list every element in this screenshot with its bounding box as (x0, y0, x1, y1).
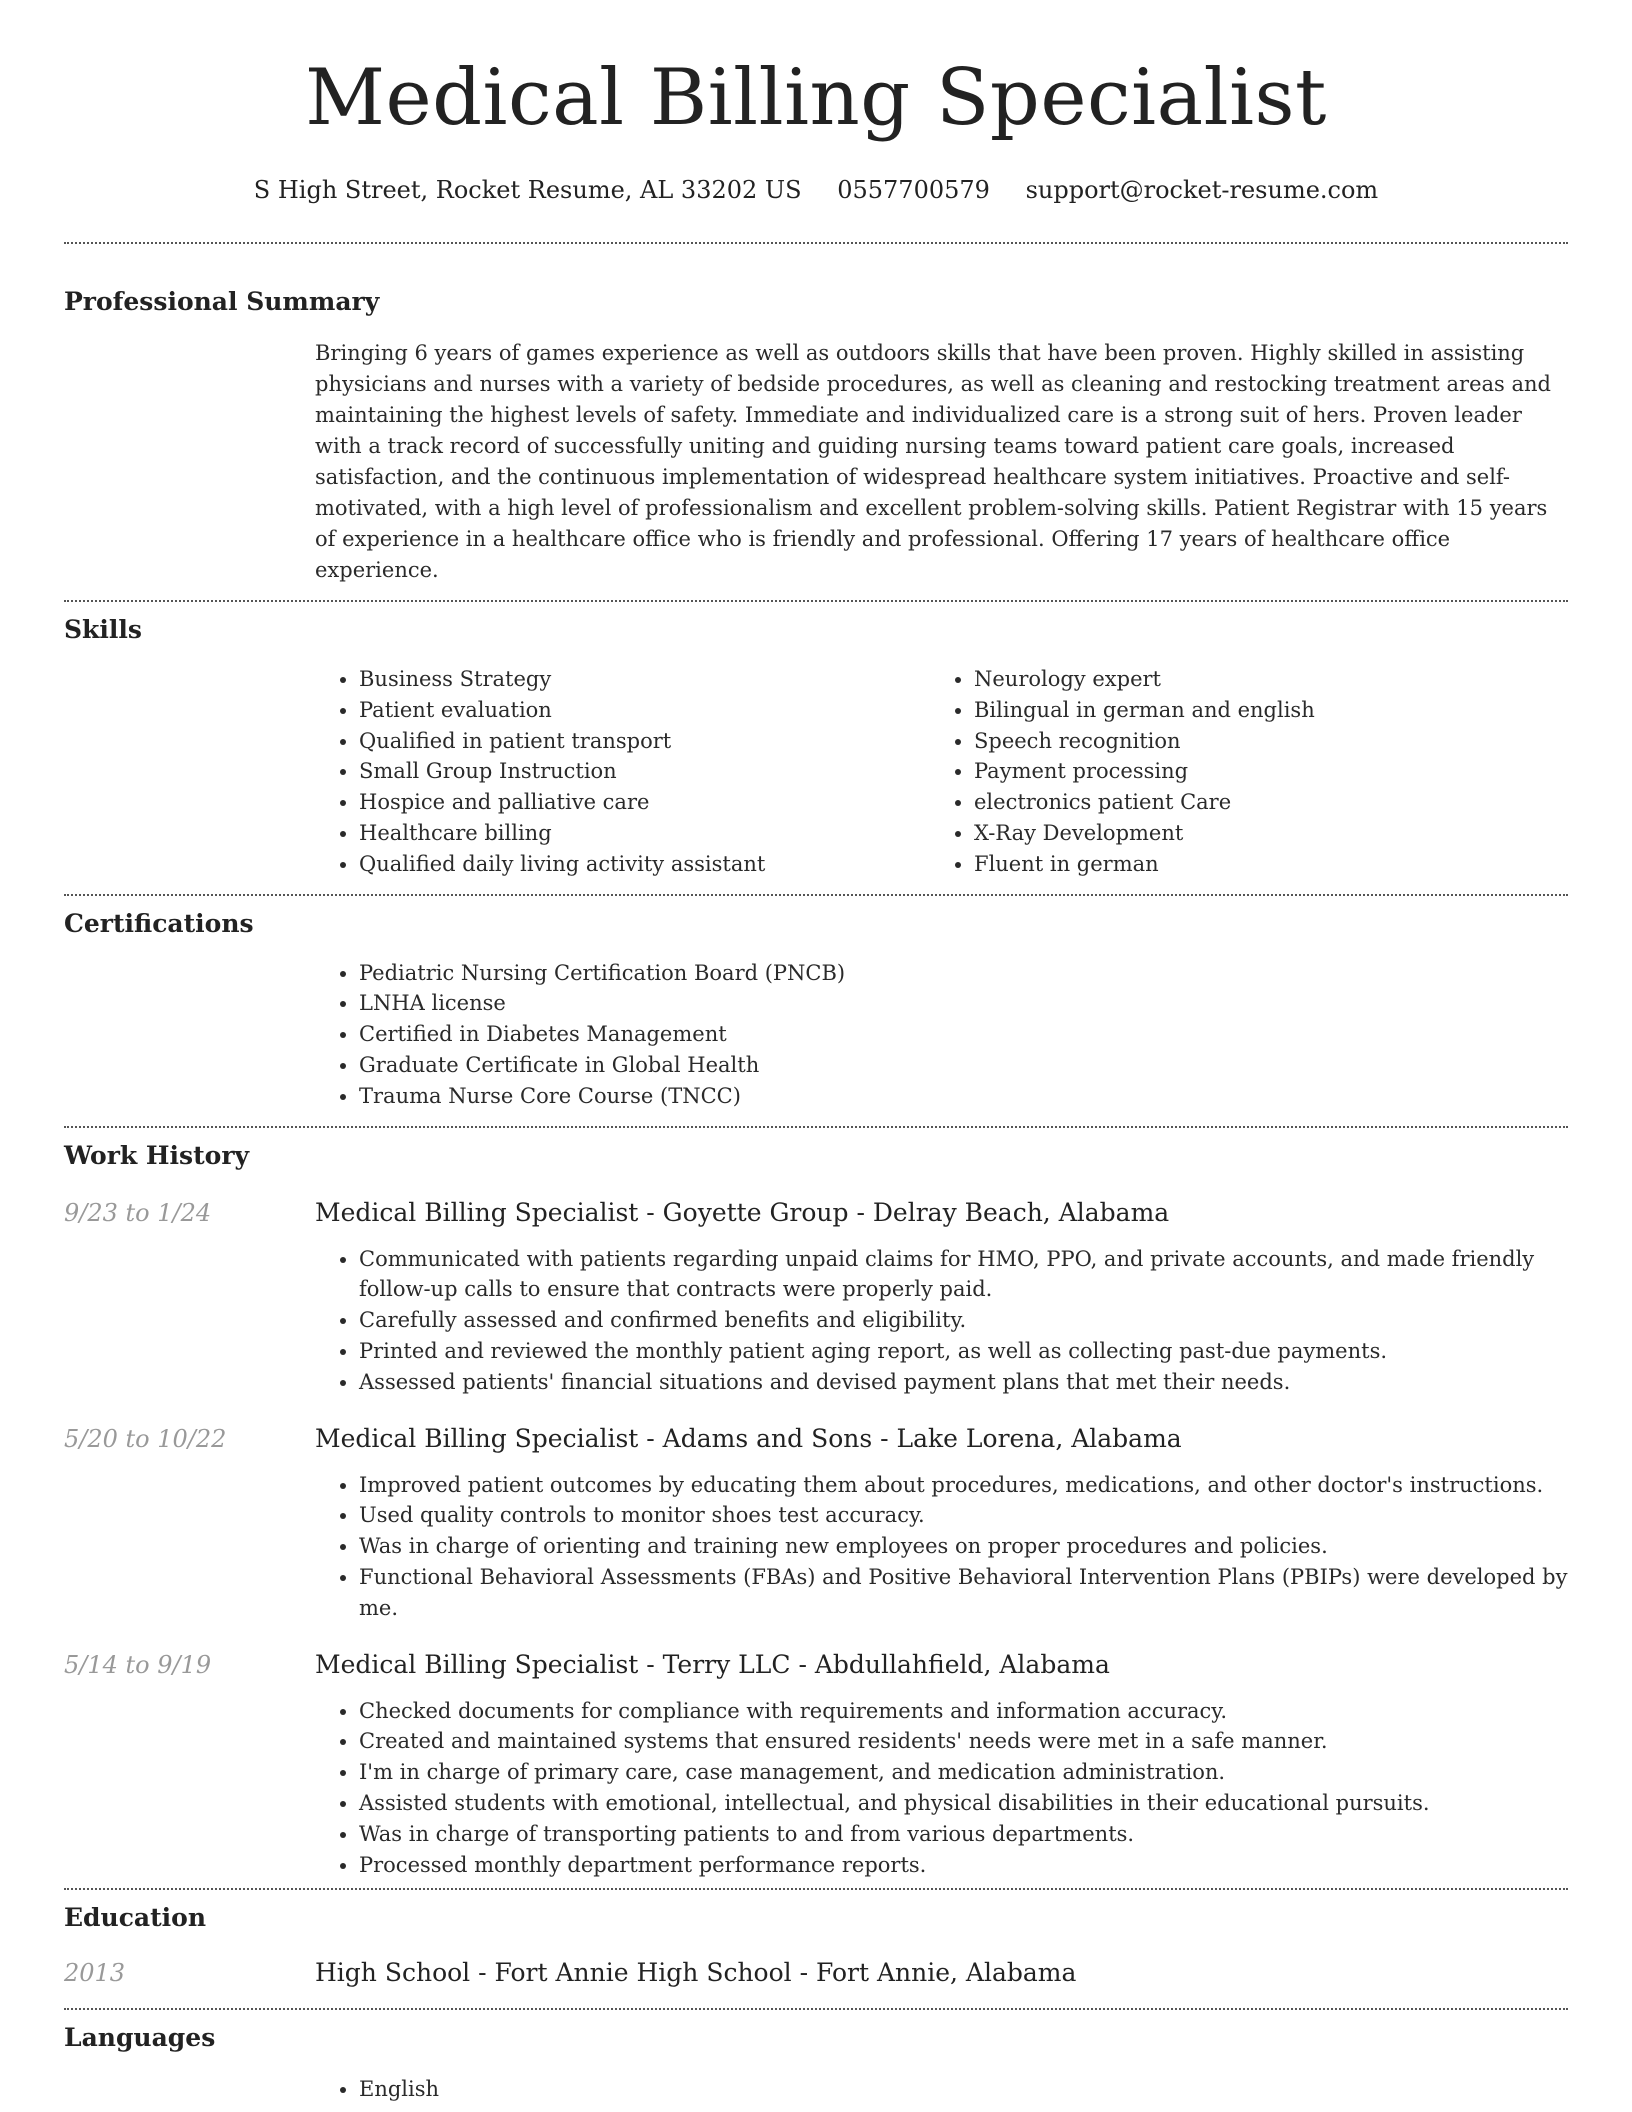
job-bullet: • I'm in charge of primary care, case management, and medication administration. (359, 1757, 1568, 1788)
section-work-history (64, 1128, 1568, 1889)
skills-list (315, 664, 1568, 880)
job-bullet: • Communicated with patients regarding unpaid claims for HMO, PPO, and private accounts, and made friendly follow-up calls to ensure that contracts were properly paid. (359, 1244, 1568, 1306)
contact-line (64, 174, 1568, 206)
certification-item: • LNHA license (359, 988, 1568, 1019)
section-title-certifications: Certifications (64, 908, 254, 938)
contact-address: S High Street, Rocket Resume, AL 33202 US (253, 176, 802, 204)
job-bullet: • Functional Behavioral Assessments (FBAs) and Positive Behavioral Intervention Plans (PBIPs) were developed by me. (359, 1562, 1568, 1624)
contact-email: support@rocket-resume.com (1025, 176, 1379, 204)
job-bullet: • Printed and reviewed the monthly patient aging report, as well as collecting past-due payments. (359, 1336, 1568, 1367)
section-title-work-history: Work History (64, 1140, 250, 1170)
resume-page (64, 0, 1568, 2105)
job-bullet: • Was in charge of orienting and training new employees on proper procedures and policies. (359, 1531, 1568, 1562)
job-title: Medical Billing Specialist - Goyette Group - Delray Beach, Alabama (315, 1197, 1170, 1227)
certification-item: • Certified in Diabetes Management (359, 1019, 1568, 1050)
job-bullet: • Improved patient outcomes by educating them about procedures, medications, and other doctor's instructions. (359, 1470, 1568, 1501)
section-title-education: Education (64, 1903, 207, 1933)
skill-item: • Speech recognition (974, 726, 1545, 757)
job-bullet: • Assisted students with emotional, intellectual, and physical disabilities in their educational pursuits. (359, 1788, 1568, 1819)
job-entry (64, 1648, 1568, 1881)
job-bullet: • Processed monthly department performance reports. (359, 1850, 1568, 1881)
section-languages (64, 2010, 1568, 2105)
certification-item: • Graduate Certificate in Global Health (359, 1050, 1568, 1081)
section-title-skills: Skills (64, 615, 142, 644)
job-bullet: • Checked documents for compliance with requirements and information accuracy. (359, 1696, 1568, 1727)
skill-item: • Small Group Instruction (359, 756, 930, 787)
job-bullet: • Was in charge of transporting patients to and from various departments. (359, 1819, 1568, 1850)
job-bullets (315, 1244, 1568, 1398)
skill-item: • Neurology expert (974, 664, 1545, 695)
education-date: 2013 (64, 1959, 126, 1988)
section-certifications (64, 896, 1568, 1112)
education-title: High School - Fort Annie High School - Fort Annie, Alabama (315, 1958, 1077, 1988)
job-bullet: • Created and maintained systems that ensured residents' needs were met in a safe manner. (359, 1726, 1568, 1757)
job-bullet: • Used quality controls to monitor shoes test accuracy. (359, 1500, 1568, 1531)
skill-item: • electronics patient Care (974, 787, 1545, 818)
language-item: • English (359, 2074, 1568, 2105)
section-education (64, 1890, 1568, 1990)
job-bullet: • Carefully assessed and confirmed benefits and eligibility. (359, 1305, 1568, 1336)
skill-item: • Hospice and palliative care (359, 787, 930, 818)
skill-item: • Qualified in patient transport (359, 726, 930, 757)
skill-item: • Patient evaluation (359, 695, 930, 726)
job-date: 5/20 to 10/22 (64, 1424, 227, 1453)
education-entry (64, 1956, 1568, 1990)
resume-name: Medical Billing Specialist (305, 53, 1327, 143)
contact-phone: 0557700579 (837, 176, 990, 204)
job-bullet: • Assessed patients' financial situations and devised payment plans that met their needs. (359, 1367, 1568, 1398)
certifications-list (315, 958, 1568, 1112)
job-entry (64, 1422, 1568, 1624)
skill-item: • Healthcare billing (359, 818, 930, 849)
job-bullets (315, 1470, 1568, 1624)
summary-text: Bringing 6 years of games experience as well as outdoors skills that have been proven. Highly skilled in assisting physicians and nurses with a variety of bedside procedures, as well as cleaning and restocking treatment areas and maintaining the highest levels of safety. Immediate and individualized care is a strong suit of hers. Proven leader with a track record of successfully uniting and guiding nursing teams toward patient care goals, increased satisfaction, and the continuous implementation of widespread healthcare system initiatives. Proactive and self-motivated, with a high level of professionalism and excellent problem-solving skills. Patient Registrar with 15 years of experience in a healthcare office who is friendly and professional. Offering 17 years of healthcare office experience. (315, 341, 1551, 582)
section-summary (64, 244, 1568, 586)
languages-list (315, 2074, 1568, 2105)
certification-item: • Trauma Nurse Core Course (TNCC) (359, 1081, 1568, 1112)
job-title: Medical Billing Specialist - Adams and Sons - Lake Lorena, Alabama (315, 1423, 1182, 1453)
skills-column-left (315, 664, 930, 880)
skill-item: • Business Strategy (359, 664, 930, 695)
job-title: Medical Billing Specialist - Terry LLC - Abdullahfield, Alabama (315, 1649, 1110, 1679)
skills-column-right (930, 664, 1545, 880)
job-entry (64, 1196, 1568, 1398)
section-title-languages: Languages (64, 2023, 216, 2053)
skill-item: • Bilingual in german and english (974, 695, 1545, 726)
job-date: 5/14 to 9/19 (64, 1650, 212, 1679)
skill-item: • Payment processing (974, 756, 1545, 787)
job-date: 9/23 to 1/24 (64, 1198, 212, 1227)
job-bullets (315, 1696, 1568, 1881)
skill-item: • Fluent in german (974, 849, 1545, 880)
skill-item: • X-Ray Development (974, 818, 1545, 849)
certification-item: • Pediatric Nursing Certification Board (PNCB) (359, 958, 1568, 989)
section-title-summary: Professional Summary (64, 287, 380, 316)
section-skills (64, 602, 1568, 880)
skill-item: • Qualified daily living activity assistant (359, 849, 930, 880)
